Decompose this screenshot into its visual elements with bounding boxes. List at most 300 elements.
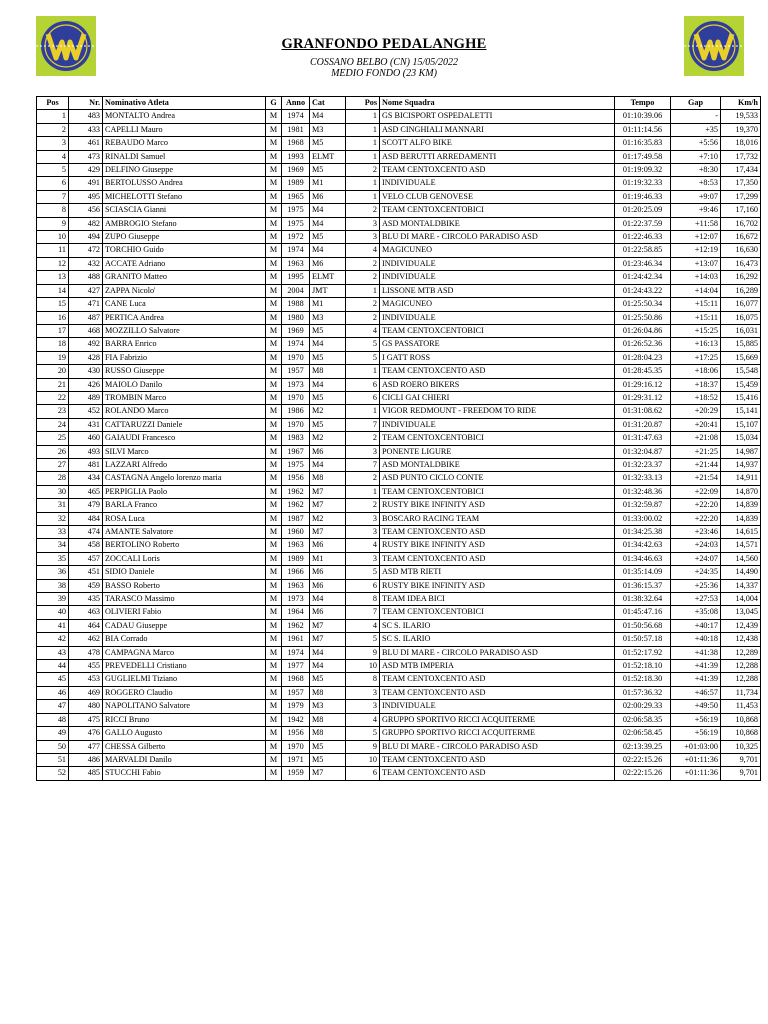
- category-cell: M4: [310, 217, 346, 230]
- gap-cell: +9:07: [671, 190, 721, 203]
- category-cell: M6: [310, 539, 346, 552]
- category-cell: M1: [310, 298, 346, 311]
- category-cell: M5: [310, 324, 346, 337]
- year-cell: 1973: [282, 378, 310, 391]
- gap-cell: +18:06: [671, 365, 721, 378]
- time-cell: 01:45:47.16: [615, 606, 671, 619]
- year-cell: 1970: [282, 351, 310, 364]
- athlete-name-cell: PREVEDELLI Cristiano: [103, 660, 266, 673]
- time-cell: 01:32:04.87: [615, 445, 671, 458]
- category-cell: M4: [310, 244, 346, 257]
- team-name-cell: ASD MTB RIETI: [380, 566, 615, 579]
- category-pos-cell: 2: [346, 432, 380, 445]
- category-pos-cell: 9: [346, 740, 380, 753]
- number-cell: 472: [69, 244, 103, 257]
- year-cell: 1975: [282, 458, 310, 471]
- gender-cell: M: [266, 217, 282, 230]
- column-header-category-pos: Pos: [346, 97, 380, 110]
- team-name-cell: MAGICUNEO: [380, 298, 615, 311]
- speed-cell: 15,034: [721, 432, 761, 445]
- table-row: [37, 740, 761, 753]
- athlete-name-cell: OLIVIERI Fabio: [103, 606, 266, 619]
- speed-cell: 15,141: [721, 405, 761, 418]
- athlete-name-cell: BERTOLINO Roberto: [103, 539, 266, 552]
- gap-cell: +12:07: [671, 231, 721, 244]
- column-header-category: Cat: [310, 97, 346, 110]
- category-pos-cell: 3: [346, 217, 380, 230]
- time-cell: 01:31:47.63: [615, 432, 671, 445]
- speed-cell: 12,438: [721, 633, 761, 646]
- time-cell: 01:22:58.85: [615, 244, 671, 257]
- team-name-cell: PONENTE LIGURE: [380, 445, 615, 458]
- category-pos-cell: 1: [346, 190, 380, 203]
- athlete-name-cell: BARLA Franco: [103, 499, 266, 512]
- athlete-name-cell: BIA Corrado: [103, 633, 266, 646]
- year-cell: 1942: [282, 713, 310, 726]
- category-cell: M7: [310, 499, 346, 512]
- table-row: [37, 405, 761, 418]
- time-cell: 01:29:16.12: [615, 378, 671, 391]
- pos-cell: 42: [37, 633, 69, 646]
- category-pos-cell: 8: [346, 593, 380, 606]
- year-cell: 1989: [282, 552, 310, 565]
- speed-cell: 11,734: [721, 686, 761, 699]
- category-cell: M4: [310, 204, 346, 217]
- category-cell: M7: [310, 526, 346, 539]
- year-cell: 1989: [282, 177, 310, 190]
- year-cell: 1956: [282, 727, 310, 740]
- column-header-speed: Km/h: [721, 97, 761, 110]
- category-cell: M3: [310, 311, 346, 324]
- table-row: [37, 673, 761, 686]
- speed-cell: 18,016: [721, 137, 761, 150]
- time-cell: 01:34:46.63: [615, 552, 671, 565]
- table-row: [37, 552, 761, 565]
- pos-cell: 11: [37, 244, 69, 257]
- category-pos-cell: 2: [346, 257, 380, 270]
- table-row: [37, 204, 761, 217]
- gap-cell: +56:19: [671, 713, 721, 726]
- number-cell: 451: [69, 566, 103, 579]
- time-cell: 01:17:49.58: [615, 150, 671, 163]
- speed-cell: 16,702: [721, 217, 761, 230]
- time-cell: 01:34:42.63: [615, 539, 671, 552]
- pos-cell: 25: [37, 432, 69, 445]
- category-cell: M8: [310, 472, 346, 485]
- gap-cell: +35:08: [671, 606, 721, 619]
- gap-cell: +13:07: [671, 257, 721, 270]
- gender-cell: M: [266, 472, 282, 485]
- table-row: [37, 566, 761, 579]
- pos-cell: 17: [37, 324, 69, 337]
- time-cell: 02:13:39.25: [615, 740, 671, 753]
- speed-cell: 15,669: [721, 351, 761, 364]
- number-cell: 479: [69, 499, 103, 512]
- number-cell: 487: [69, 311, 103, 324]
- gender-cell: M: [266, 485, 282, 498]
- athlete-name-cell: CAPELLI Mauro: [103, 123, 266, 136]
- category-pos-cell: 1: [346, 405, 380, 418]
- category-pos-cell: 1: [346, 365, 380, 378]
- gender-cell: M: [266, 244, 282, 257]
- speed-cell: 13,045: [721, 606, 761, 619]
- number-cell: 494: [69, 231, 103, 244]
- athlete-name-cell: GALLO Augusto: [103, 727, 266, 740]
- team-name-cell: TEAM CENTOXCENTO ASD: [380, 686, 615, 699]
- gap-cell: +15:25: [671, 324, 721, 337]
- gender-cell: M: [266, 512, 282, 525]
- table-row: [37, 378, 761, 391]
- team-name-cell: TEAM CENTOXCENTOBICI: [380, 324, 615, 337]
- category-pos-cell: 6: [346, 767, 380, 780]
- athlete-name-cell: LAZZARI Alfredo: [103, 458, 266, 471]
- category-cell: M5: [310, 418, 346, 431]
- pos-cell: 16: [37, 311, 69, 324]
- speed-cell: 14,337: [721, 579, 761, 592]
- gap-cell: +14:04: [671, 284, 721, 297]
- gap-cell: +22:09: [671, 485, 721, 498]
- athlete-name-cell: TROMBIN Marco: [103, 391, 266, 404]
- team-name-cell: TEAM CENTOXCENTO ASD: [380, 753, 615, 766]
- category-pos-cell: 2: [346, 271, 380, 284]
- gender-cell: M: [266, 231, 282, 244]
- category-cell: M5: [310, 137, 346, 150]
- gap-cell: +23:46: [671, 526, 721, 539]
- table-row: [37, 526, 761, 539]
- time-cell: 02:22:15.26: [615, 753, 671, 766]
- number-cell: 431: [69, 418, 103, 431]
- gender-cell: M: [266, 150, 282, 163]
- team-name-cell: GRUPPO SPORTIVO RICCI ACQUITERME: [380, 713, 615, 726]
- speed-cell: 9,701: [721, 753, 761, 766]
- time-cell: 02:06:58.45: [615, 727, 671, 740]
- team-name-cell: ASD MONTALDBIKE: [380, 217, 615, 230]
- time-cell: 01:22:37.59: [615, 217, 671, 230]
- number-cell: 477: [69, 740, 103, 753]
- table-row: [37, 700, 761, 713]
- category-cell: M7: [310, 619, 346, 632]
- team-name-cell: VELO CLUB GENOVESE: [380, 190, 615, 203]
- gender-cell: M: [266, 257, 282, 270]
- pos-cell: 3: [37, 137, 69, 150]
- pos-cell: 34: [37, 539, 69, 552]
- pos-cell: 1: [37, 110, 69, 123]
- gender-cell: M: [266, 164, 282, 177]
- category-cell: M2: [310, 405, 346, 418]
- time-cell: 01:26:52.36: [615, 338, 671, 351]
- pos-cell: 45: [37, 673, 69, 686]
- table-row: [37, 539, 761, 552]
- number-cell: 433: [69, 123, 103, 136]
- gender-cell: M: [266, 311, 282, 324]
- team-name-cell: TEAM CENTOXCENTOBICI: [380, 204, 615, 217]
- number-cell: 491: [69, 177, 103, 190]
- athlete-name-cell: CADAU Giuseppe: [103, 619, 266, 632]
- year-cell: 1969: [282, 164, 310, 177]
- gap-cell: +5:56: [671, 137, 721, 150]
- team-name-cell: ASD MONTALDBIKE: [380, 458, 615, 471]
- gap-cell: +21:08: [671, 432, 721, 445]
- year-cell: 1962: [282, 485, 310, 498]
- team-name-cell: RUSTY BIKE INFINITY ASD: [380, 499, 615, 512]
- category-pos-cell: 2: [346, 164, 380, 177]
- column-header-time: Tempo: [615, 97, 671, 110]
- team-name-cell: BOSCARO RACING TEAM: [380, 512, 615, 525]
- year-cell: 1957: [282, 686, 310, 699]
- pos-cell: 10: [37, 231, 69, 244]
- athlete-name-cell: MOZZILLO Salvatore: [103, 324, 266, 337]
- column-header-pos: Pos: [37, 97, 69, 110]
- table-row: [37, 579, 761, 592]
- gender-cell: M: [266, 700, 282, 713]
- team-name-cell: SCOTT ALFO BIKE: [380, 137, 615, 150]
- speed-cell: 16,077: [721, 298, 761, 311]
- category-cell: M5: [310, 673, 346, 686]
- number-cell: 432: [69, 257, 103, 270]
- time-cell: 01:16:35.83: [615, 137, 671, 150]
- team-name-cell: TEAM CENTOXCENTO ASD: [380, 365, 615, 378]
- category-pos-cell: 10: [346, 660, 380, 673]
- time-cell: 01:32:23.37: [615, 458, 671, 471]
- table-row: [37, 311, 761, 324]
- speed-cell: 14,839: [721, 512, 761, 525]
- year-cell: 1988: [282, 298, 310, 311]
- team-name-cell: TEAM CENTOXCENTO ASD: [380, 552, 615, 565]
- category-cell: M5: [310, 753, 346, 766]
- athlete-name-cell: GRANITO Matteo: [103, 271, 266, 284]
- category-cell: M4: [310, 646, 346, 659]
- pos-cell: 18: [37, 338, 69, 351]
- year-cell: 1961: [282, 633, 310, 646]
- category-cell: M8: [310, 365, 346, 378]
- event-location-date: COSSANO BELBO (CN) 15/05/2022: [309, 57, 459, 68]
- number-cell: 469: [69, 686, 103, 699]
- document-header: [0, 36, 768, 79]
- table-row: [37, 512, 761, 525]
- team-name-cell: BLU DI MARE - CIRCOLO PARADISO ASD: [380, 646, 615, 659]
- pos-cell: 32: [37, 512, 69, 525]
- category-cell: M4: [310, 458, 346, 471]
- category-cell: ELMT: [310, 150, 346, 163]
- time-cell: 01:52:18.30: [615, 673, 671, 686]
- athlete-name-cell: CASTAGNA Angelo lorenzo maria: [103, 472, 266, 485]
- year-cell: 1970: [282, 418, 310, 431]
- number-cell: 428: [69, 351, 103, 364]
- gender-cell: M: [266, 391, 282, 404]
- pos-cell: 33: [37, 526, 69, 539]
- results-table: [36, 96, 761, 781]
- speed-cell: 16,075: [721, 311, 761, 324]
- gender-cell: M: [266, 579, 282, 592]
- team-name-cell: I GATT ROSS: [380, 351, 615, 364]
- pos-cell: 36: [37, 566, 69, 579]
- time-cell: 01:50:57.18: [615, 633, 671, 646]
- table-row: [37, 190, 761, 203]
- speed-cell: 16,289: [721, 284, 761, 297]
- table-row: [37, 298, 761, 311]
- year-cell: 1993: [282, 150, 310, 163]
- pos-cell: 39: [37, 593, 69, 606]
- event-title: GRANFONDO PEDALANGHE: [281, 36, 487, 52]
- category-pos-cell: 7: [346, 418, 380, 431]
- team-name-cell: TEAM CENTOXCENTO ASD: [380, 673, 615, 686]
- number-cell: 475: [69, 713, 103, 726]
- gap-cell: +24:35: [671, 566, 721, 579]
- table-row: [37, 177, 761, 190]
- race-name: MEDIO FONDO (23 KM): [331, 68, 437, 79]
- year-cell: 2004: [282, 284, 310, 297]
- time-cell: 01:31:20.87: [615, 418, 671, 431]
- table-row: [37, 646, 761, 659]
- gender-cell: M: [266, 633, 282, 646]
- category-cell: M6: [310, 579, 346, 592]
- athlete-name-cell: SCIASCIA Gianni: [103, 204, 266, 217]
- pos-cell: 31: [37, 499, 69, 512]
- number-cell: 484: [69, 512, 103, 525]
- pos-cell: 19: [37, 351, 69, 364]
- time-cell: 01:26:04.86: [615, 324, 671, 337]
- column-header-gender: G: [266, 97, 282, 110]
- table-row: [37, 458, 761, 471]
- category-pos-cell: 3: [346, 445, 380, 458]
- gender-cell: M: [266, 566, 282, 579]
- table-row: [37, 593, 761, 606]
- athlete-name-cell: ROGGERO Claudio: [103, 686, 266, 699]
- gap-cell: +25:36: [671, 579, 721, 592]
- category-cell: M5: [310, 164, 346, 177]
- athlete-name-cell: PERPIGLIA Paolo: [103, 485, 266, 498]
- speed-cell: 9,701: [721, 767, 761, 780]
- number-cell: 478: [69, 646, 103, 659]
- speed-cell: 17,160: [721, 204, 761, 217]
- table-row: [37, 472, 761, 485]
- speed-cell: 17,299: [721, 190, 761, 203]
- category-pos-cell: 1: [346, 485, 380, 498]
- gender-cell: M: [266, 526, 282, 539]
- table-row: [37, 257, 761, 270]
- time-cell: 01:34:25.38: [615, 526, 671, 539]
- year-cell: 1963: [282, 579, 310, 592]
- gap-cell: +21:25: [671, 445, 721, 458]
- category-cell: M6: [310, 257, 346, 270]
- speed-cell: 16,473: [721, 257, 761, 270]
- number-cell: 483: [69, 110, 103, 123]
- category-cell: M1: [310, 177, 346, 190]
- number-cell: 460: [69, 432, 103, 445]
- time-cell: 01:10:39.06: [615, 110, 671, 123]
- gap-cell: +20:41: [671, 418, 721, 431]
- team-name-cell: SC S. ILARIO: [380, 619, 615, 632]
- gap-cell: +41:39: [671, 660, 721, 673]
- table-row: [37, 338, 761, 351]
- table-header-row: [37, 97, 761, 110]
- time-cell: 01:23:46.34: [615, 257, 671, 270]
- table-row: [37, 660, 761, 673]
- category-pos-cell: 4: [346, 713, 380, 726]
- speed-cell: 15,459: [721, 378, 761, 391]
- time-cell: 01:11:14.56: [615, 123, 671, 136]
- pos-cell: 50: [37, 740, 69, 753]
- number-cell: 457: [69, 552, 103, 565]
- speed-cell: 16,031: [721, 324, 761, 337]
- number-cell: 485: [69, 767, 103, 780]
- year-cell: 1973: [282, 593, 310, 606]
- table-row: [37, 619, 761, 632]
- number-cell: 480: [69, 700, 103, 713]
- athlete-name-cell: GUGLIELMI Tiziano: [103, 673, 266, 686]
- number-cell: 434: [69, 472, 103, 485]
- pos-cell: 2: [37, 123, 69, 136]
- gender-cell: M: [266, 204, 282, 217]
- category-pos-cell: 2: [346, 472, 380, 485]
- pos-cell: 51: [37, 753, 69, 766]
- category-pos-cell: 2: [346, 311, 380, 324]
- results-body: [37, 110, 761, 780]
- athlete-name-cell: ROLANDO Marco: [103, 405, 266, 418]
- number-cell: 463: [69, 606, 103, 619]
- table-row: [37, 231, 761, 244]
- category-pos-cell: 3: [346, 526, 380, 539]
- time-cell: 01:22:46.33: [615, 231, 671, 244]
- gap-cell: +01:11:36: [671, 767, 721, 780]
- number-cell: 471: [69, 298, 103, 311]
- column-header-athlete: Nominativo Atleta: [103, 97, 266, 110]
- number-cell: 461: [69, 137, 103, 150]
- gap-cell: +12:19: [671, 244, 721, 257]
- category-pos-cell: 6: [346, 579, 380, 592]
- year-cell: 1987: [282, 512, 310, 525]
- speed-cell: 16,292: [721, 271, 761, 284]
- category-cell: M6: [310, 190, 346, 203]
- category-pos-cell: 1: [346, 137, 380, 150]
- pos-cell: 14: [37, 284, 69, 297]
- athlete-name-cell: GAIAUDI Francesco: [103, 432, 266, 445]
- category-cell: M4: [310, 110, 346, 123]
- pos-cell: 41: [37, 619, 69, 632]
- gap-cell: +9:46: [671, 204, 721, 217]
- gap-cell: +24:07: [671, 552, 721, 565]
- category-cell: M4: [310, 593, 346, 606]
- athlete-name-cell: MAIOLO Danilo: [103, 378, 266, 391]
- athlete-name-cell: TARASCO Massimo: [103, 593, 266, 606]
- gender-cell: M: [266, 418, 282, 431]
- gender-cell: M: [266, 458, 282, 471]
- team-name-cell: RUSTY BIKE INFINITY ASD: [380, 579, 615, 592]
- athlete-name-cell: ZAPPA Nicolo': [103, 284, 266, 297]
- table-row: [37, 391, 761, 404]
- table-row: [37, 123, 761, 136]
- time-cell: 01:19:09.32: [615, 164, 671, 177]
- team-name-cell: ASD BERUTTI ARREDAMENTI: [380, 150, 615, 163]
- year-cell: 1986: [282, 405, 310, 418]
- pos-cell: 40: [37, 606, 69, 619]
- gender-cell: M: [266, 123, 282, 136]
- table-row: [37, 351, 761, 364]
- team-name-cell: ASD ROERO BIKERS: [380, 378, 615, 391]
- column-header-team: Nome Squadra: [380, 97, 615, 110]
- year-cell: 1967: [282, 445, 310, 458]
- team-name-cell: INDIVIDUALE: [380, 177, 615, 190]
- gender-cell: M: [266, 110, 282, 123]
- athlete-name-cell: BARRA Enrico: [103, 338, 266, 351]
- gender-cell: M: [266, 137, 282, 150]
- gender-cell: M: [266, 378, 282, 391]
- number-cell: 453: [69, 673, 103, 686]
- team-name-cell: BLU DI MARE - CIRCOLO PARADISO ASD: [380, 740, 615, 753]
- year-cell: 1956: [282, 472, 310, 485]
- team-name-cell: TEAM CENTOXCENTOBICI: [380, 606, 615, 619]
- category-cell: M3: [310, 123, 346, 136]
